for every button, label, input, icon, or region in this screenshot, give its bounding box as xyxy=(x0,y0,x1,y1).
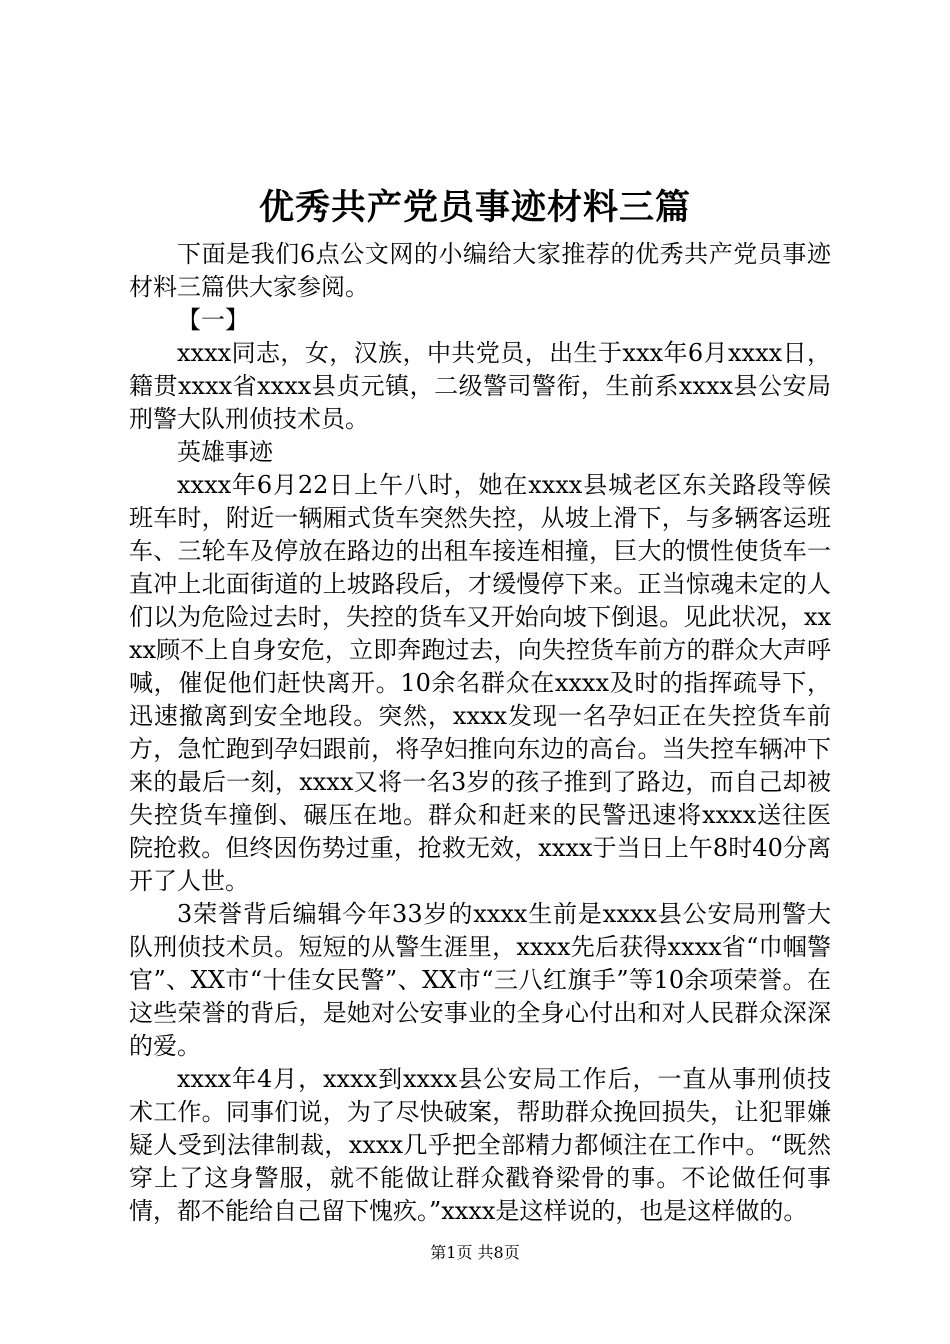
document-body xyxy=(129,238,831,1228)
paragraph-honors: 3荣誉背后编辑今年33岁的xxxx生前是xxxx县公安局刑警大队刑侦技术员。短短的从警生涯里，xxxx先后获得xxxx省“巾帼警官”、XX市“十佳女民警”、XX市“三八红旗手”等10余项荣誉。在这些荣誉的背后，是她对公安事业的全身心付出和对人民群众深深的爱。 xyxy=(129,900,831,1060)
section-heading-one: 【一】 xyxy=(177,306,249,334)
page-footer: 第1页 共8页 xyxy=(430,1243,520,1262)
paragraph-intro: 下面是我们6点公文网的小编给大家推荐的优秀共产党员事迹材料三篇供大家参阅。 xyxy=(129,240,831,301)
paragraph-heroic-deeds: xxxx年6月22日上午八时，她在xxxx县城老区东关路段等候班车时，附近一辆厢式货车突然失控，从坡上滑下，与多辆客运班车、三轮车及停放在路边的出租车接连相撞，巨大的惯性使货车一直冲上北面街道的上坡路段后，才缓慢停下来。正当惊魂未定的人们以为危险过去时，失控的货车又开始向坡下倒退。见此状况，xxxx顾不上自身安危，立即奔跑过去，向失控货车前方的群众大声呼喊，催促他们赶快离开。10余名群众在xxxx及时的指挥疏导下，迅速撤离到安全地段。突然，xxxx发现一名孕妇正在失控货车前方，急忙跑到孕妇跟前，将孕妇推向东边的高台。当失控车辆冲下来的最后一刻，xxxx又将一名3岁的孩子推到了路边，而自己却被失控货车撞倒、碾压在地。群众和赶来的民警迅速将xxxx送往医院抢救。但终因伤势过重，抢救无效，xxxx于当日上午8时40分离开了人世。 xyxy=(129,471,831,895)
document-title: 优秀共产党员事迹材料三篇 xyxy=(258,187,691,228)
subheading-heroic-deeds: 英雄事迹 xyxy=(177,438,273,466)
paragraph-profile: xxxx同志，女，汉族，中共党员，出生于xxx年6月xxxx日，籍贯xxxx省xxxx县贞元镇，二级警司警衔，生前系xxxx县公安局刑警大队刑侦技术员。 xyxy=(129,339,831,433)
paragraph-work: xxxx年4月，xxxx到xxxx县公安局工作后，一直从事刑侦技术工作。同事们说，为了尽快破案，帮助群众挽回损失，让犯罪嫌疑人受到法律制裁，xxxx几乎把全部精力都倾注在工作中。“既然穿上了这身警服，就不能做让群众戳脊梁骨的事。不论做任何事情，都不能给自己留下愧疚。”xxxx是这样说的，也是这样做的。 xyxy=(129,1065,831,1225)
